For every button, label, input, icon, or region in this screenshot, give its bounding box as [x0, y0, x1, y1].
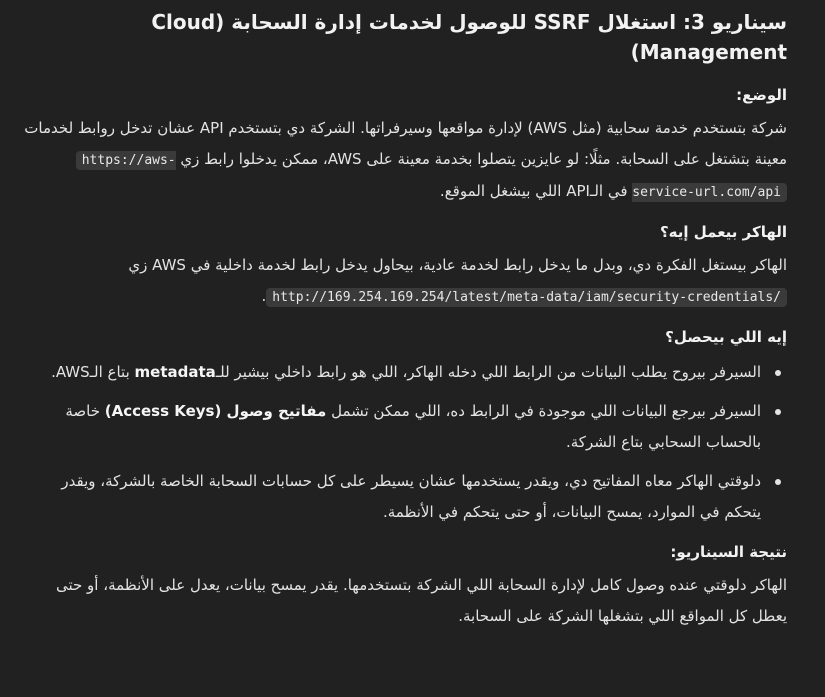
attacker-text-end: . — [261, 287, 267, 305]
outcome-heading: إيه اللي بيحصل؟ — [665, 328, 787, 346]
bullet-text-end: خاصة بالحساب السحابي بتاع الشركة. — [65, 402, 761, 451]
list-item — [20, 466, 761, 528]
list-item — [20, 396, 761, 458]
attacker-heading: الهاكر بيعمل إيه؟ — [659, 223, 787, 241]
situation-text-end: في الـAPI اللي بيشغل الموقع. — [439, 182, 628, 200]
list-item — [20, 357, 761, 388]
attacker-paragraph — [20, 250, 787, 313]
bullet-text: السيرفر بيرجع البيانات اللي موجودة في الرابط ده، اللي ممكن تشمل — [326, 402, 761, 420]
scenario-title: سيناريو 3: استغلال SSRF للوصول لخدمات إدارة السحابة (Cloud Management) — [151, 10, 787, 64]
bullet-text: السيرفر بيروح يطلب البيانات من الرابط اللي دخله الهاكر، اللي هو رابط داخلي بيشير للـ — [215, 363, 761, 381]
situation-text: شركة بتستخدم خدمة سحابية (مثل AWS) لإدارة مواقعها وسيرفراتها. الشركة دي بتستخدم API عشان تدخل روابط لخدمات معينة بتشتغل على السحابة. مثلًا: لو عايزين يتصلوا بخدمة معينة على AWS، ممكن يدخلوا رابط زي — [24, 119, 787, 168]
bullet-bold-text: metadata — [134, 363, 216, 381]
situation-heading: الوضع: — [736, 86, 787, 104]
attacker-text: الهاكر بيستغل الفكرة دي، وبدل ما يدخل رابط لخدمة عادية، بيحاول يدخل رابط لخدمة داخلية في AWS زي — [128, 256, 787, 274]
result-heading: نتيجة السيناريو: — [670, 543, 787, 561]
bullet-bold-text: مفاتيح وصول (Access Keys) — [104, 402, 327, 420]
metadata-url-code: http://169.254.169.254/latest/meta-data/iam/security-credentials/ — [266, 288, 787, 307]
result-paragraph: الهاكر دلوقتي عنده وصول كامل لإدارة السحابة اللي الشركة بتستخدمها. يقدر يمسح بيانات، يعدل على الأنظمة، أو حتى يعطل كل المواقع اللي بتشغلها الشركة على السحابة. — [55, 576, 787, 625]
outcome-list — [20, 357, 787, 528]
bullet-text-end: بتاع الـAWS. — [51, 363, 135, 381]
situation-paragraph — [20, 113, 787, 208]
aws-service-url-code: https://aws-service-url.com/api — [76, 151, 787, 202]
bullet-text: دلوقتي الهاكر معاه المفاتيح دي، ويقدر يستخدمها عشان يسيطر على كل حسابات السحابة الخاصة بالشركة، ويقدر يتحكم في الموارد، يمسح البيانات، أو حتى يتحكم في الأنظمة. — [61, 472, 761, 521]
